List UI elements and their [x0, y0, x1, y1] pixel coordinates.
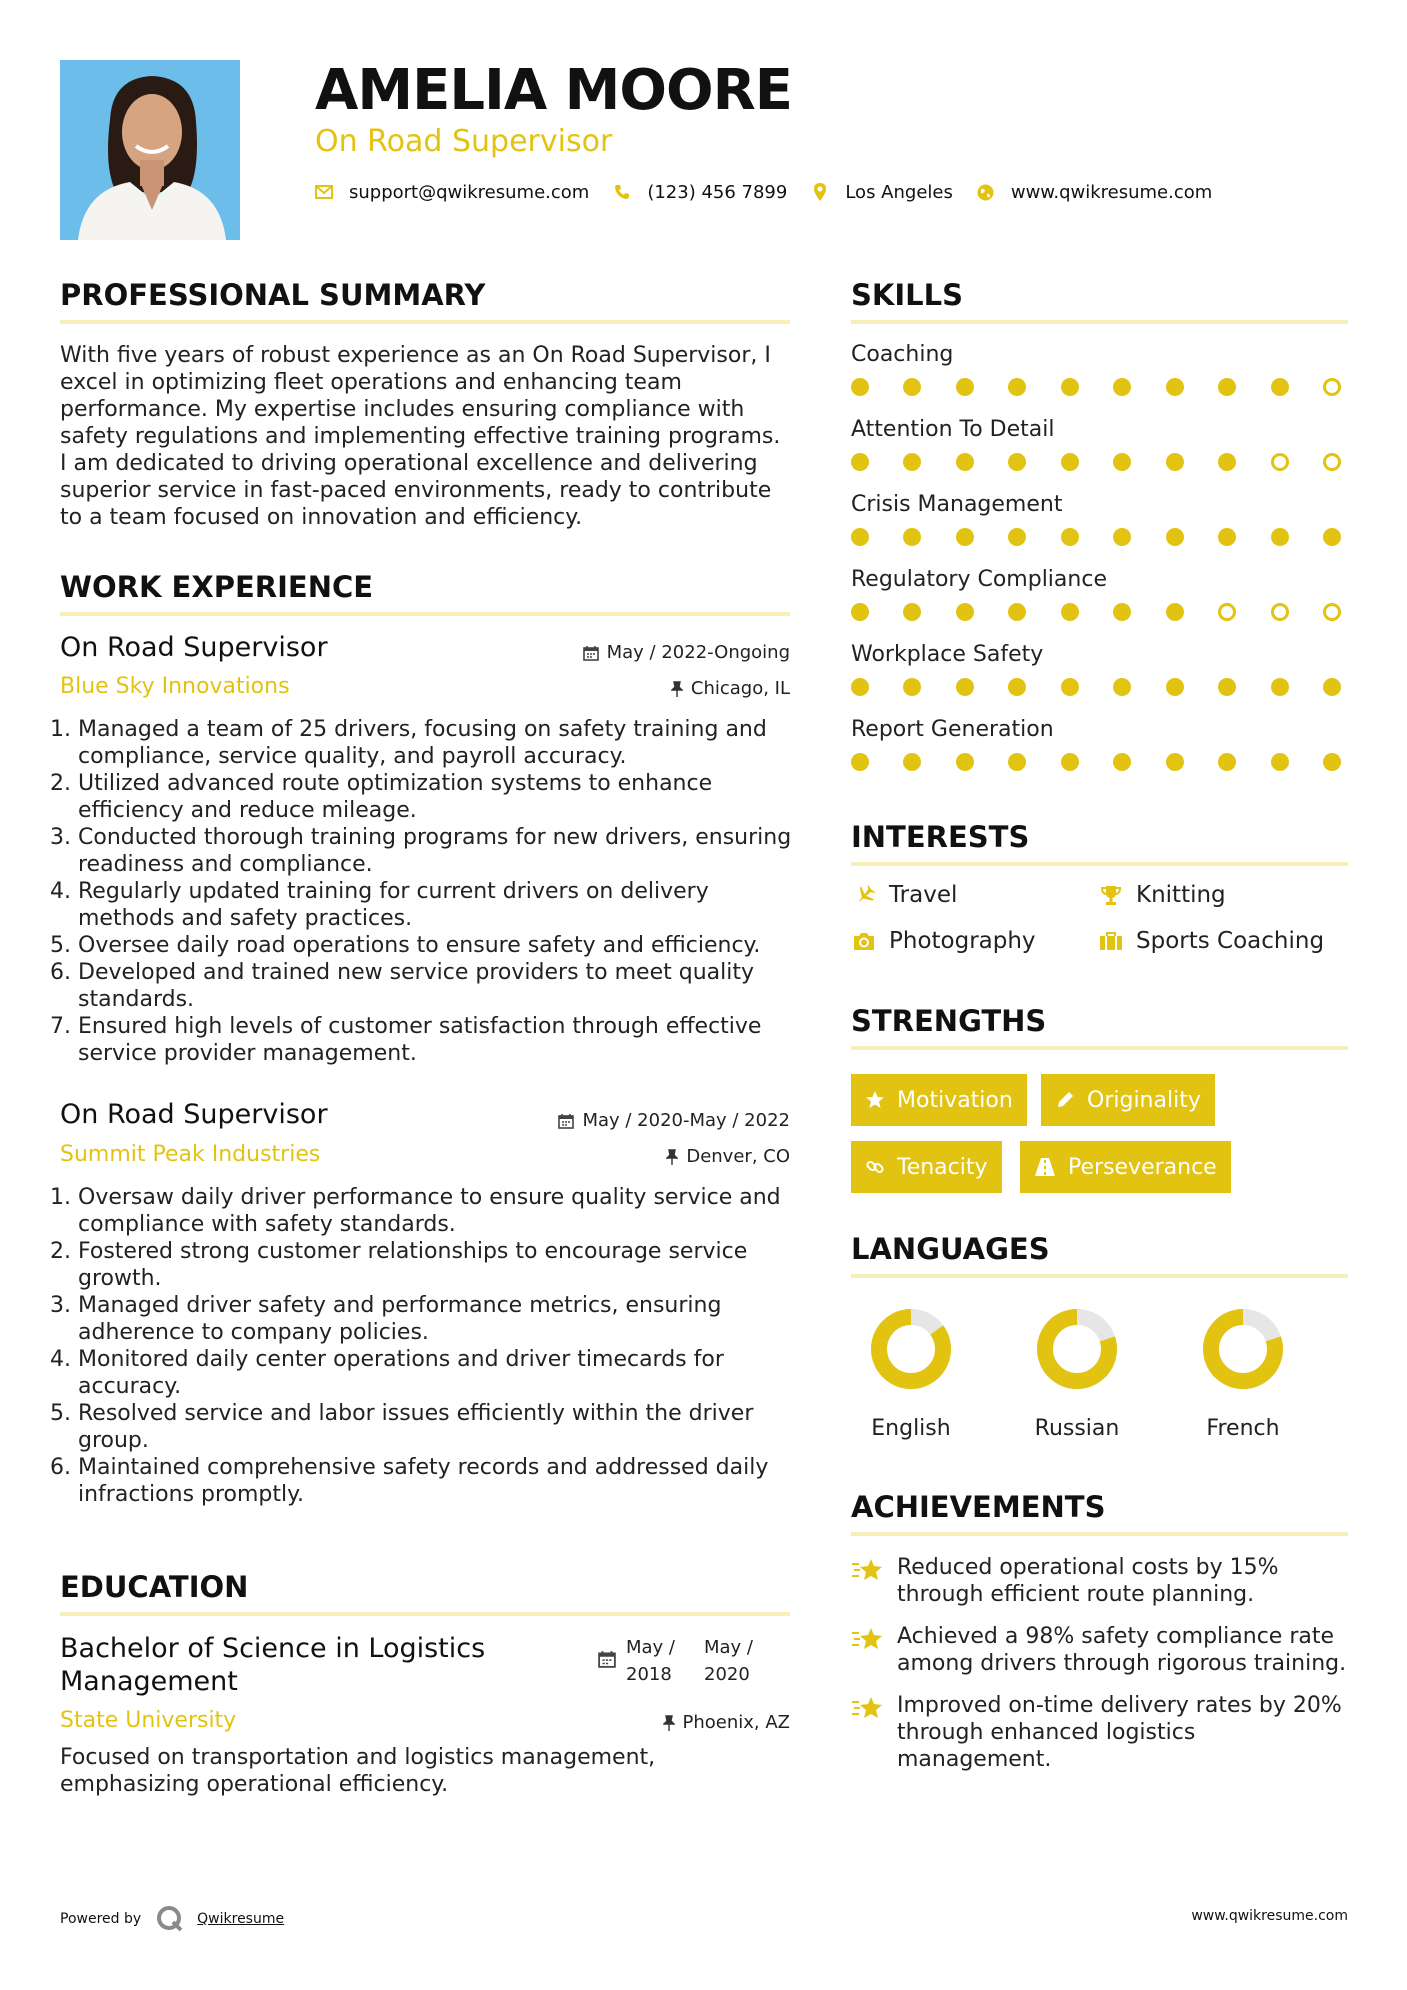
job-dates-text: May / 2022-Ongoing — [606, 642, 790, 663]
contact-email[interactable] — [315, 182, 589, 203]
phone-icon — [613, 183, 631, 201]
languages-list — [856, 1306, 1298, 1441]
section-divider — [60, 612, 790, 616]
rating-dot-filled — [1008, 753, 1026, 771]
job-title: On Road Supervisor — [60, 632, 328, 663]
candidate-name: AMELIA MOORE — [315, 58, 792, 123]
plane-icon — [851, 882, 877, 908]
link-icon — [865, 1157, 885, 1177]
powered-by-text: Powered by — [60, 1911, 142, 1927]
contact-location — [811, 182, 953, 203]
briefcase-icon — [1098, 928, 1124, 954]
job-location-text: Denver, CO — [686, 1146, 790, 1167]
section-divider — [60, 1612, 790, 1616]
rating-dot-filled — [1008, 603, 1026, 621]
education-description: Focused on transportation and logistics management, emphasizing operational efficiency. — [60, 1745, 656, 1797]
language-item — [1022, 1306, 1132, 1441]
school-name: State University — [60, 1708, 237, 1733]
pushpin-icon — [666, 1149, 678, 1165]
section-divider — [851, 1274, 1348, 1278]
rating-dot-filled — [1218, 528, 1236, 546]
skill-row — [851, 492, 1348, 567]
interest-label: Photography — [889, 928, 1036, 954]
footer-url[interactable]: www.qwikresume.com — [1191, 1908, 1348, 1924]
rating-dot-filled — [956, 603, 974, 621]
rating-dot-filled — [1008, 453, 1026, 471]
rating-dot-filled — [851, 378, 869, 396]
location-text: Los Angeles — [845, 181, 953, 203]
profile-photo — [60, 60, 240, 240]
languages-heading: LANGUAGES — [851, 1232, 1050, 1266]
interest-sports-coaching — [1098, 928, 1324, 954]
trophy-icon — [1098, 882, 1124, 908]
list-item: 1. Managed a team of 25 drivers, focusing on safety training and compliance, service quality, and payroll accuracy. — [78, 716, 808, 770]
list-item: 2. Utilized advanced route optimization systems to enhance efficiency and reduce mileage. — [78, 770, 808, 824]
skill-rating — [851, 453, 1341, 471]
experience-heading: WORK EXPERIENCE — [60, 570, 374, 604]
skill-row — [851, 642, 1348, 717]
calendar-icon — [558, 1113, 574, 1129]
candidate-title: On Road Supervisor — [315, 124, 613, 159]
list-item: 1. Oversaw daily driver performance to ensure quality service and compliance with safety standards. — [78, 1184, 808, 1238]
list-item: 2. Fostered strong customer relationships to encourage service growth. — [78, 1238, 808, 1292]
interest-label: Travel — [889, 882, 958, 908]
rating-dot-filled — [1271, 378, 1289, 396]
list-item: 4. Regularly updated training for current drivers on delivery methods and safety practices. — [78, 878, 808, 932]
rating-dot-filled — [1218, 453, 1236, 471]
calendar-icon — [598, 1650, 616, 1672]
interest-photography — [851, 928, 1036, 954]
education-location-text: Phoenix, AZ — [682, 1712, 790, 1733]
rating-dot-empty — [1271, 603, 1289, 621]
language-item — [1188, 1306, 1298, 1441]
achievements-heading: ACHIEVEMENTS — [851, 1490, 1106, 1524]
rating-dot-filled — [1271, 753, 1289, 771]
strength-badge — [851, 1141, 1002, 1193]
pushpin-icon — [663, 1715, 675, 1731]
rating-dot-filled — [956, 678, 974, 696]
job-location — [480, 678, 790, 699]
globe-icon — [977, 183, 995, 201]
rating-dot-filled — [1323, 753, 1341, 771]
interests-heading: INTERESTS — [851, 820, 1030, 854]
strengths-heading: STRENGTHS — [851, 1004, 1047, 1038]
pencil-icon — [1055, 1090, 1075, 1110]
interest-knitting — [1098, 882, 1226, 908]
interest-travel — [851, 882, 957, 908]
skill-row — [851, 717, 1348, 792]
skills-list — [851, 342, 1348, 792]
rating-dot-filled — [903, 528, 921, 546]
rating-dot-filled — [851, 453, 869, 471]
skill-label: Regulatory Compliance — [851, 567, 1107, 592]
rating-dot-filled — [956, 528, 974, 546]
achievement-text: Reduced operational costs by 15% through efficient route planning. — [897, 1555, 1279, 1607]
rating-dot-filled — [1166, 753, 1184, 771]
degree-title: Bachelor of Science in Logistics Management — [60, 1633, 486, 1697]
list-item: 3. Managed driver safety and performance metrics, ensuring adherence to company policies. — [78, 1292, 808, 1346]
rating-dot-filled — [1113, 678, 1131, 696]
job-bullets — [60, 1184, 808, 1508]
skill-label: Report Generation — [851, 717, 1054, 742]
rating-dot-filled — [1166, 678, 1184, 696]
rating-dot-filled — [1166, 528, 1184, 546]
language-proficiency-ring — [868, 1306, 954, 1392]
list-item: 6. Developed and trained new service providers to meet quality standards. — [78, 959, 808, 1013]
rating-dot-filled — [1218, 378, 1236, 396]
shooting-star-icon — [851, 1694, 885, 1724]
strength-label: Tenacity — [897, 1154, 988, 1180]
list-item: 7. Ensured high levels of customer satisfaction through effective service provider management. — [78, 1013, 808, 1067]
skill-rating — [851, 753, 1341, 771]
skill-rating — [851, 528, 1341, 546]
pushpin-icon — [671, 681, 683, 697]
strength-badge — [851, 1074, 1027, 1126]
section-divider — [60, 320, 790, 324]
rating-dot-filled — [1323, 678, 1341, 696]
rating-dot-filled — [1061, 528, 1079, 546]
skill-label: Workplace Safety — [851, 642, 1044, 667]
job-dates-text: May / 2020-May / 2022 — [582, 1110, 790, 1131]
contact-phone[interactable] — [613, 182, 787, 203]
achievement-text: Improved on-time delivery rates by 20% through enhanced logistics management. — [897, 1693, 1342, 1772]
skill-label: Crisis Management — [851, 492, 1063, 517]
section-divider — [851, 862, 1348, 866]
brand-link[interactable]: Qwikresume — [197, 1911, 285, 1927]
language-item — [856, 1306, 966, 1441]
rating-dot-filled — [851, 528, 869, 546]
rating-dot-empty — [1218, 603, 1236, 621]
rating-dot-filled — [1323, 528, 1341, 546]
achievement-text: Achieved a 98% safety compliance rate among drivers through rigorous training. — [897, 1624, 1347, 1676]
shooting-star-icon — [851, 1625, 885, 1655]
rating-dot-filled — [903, 753, 921, 771]
rating-dot-filled — [1061, 378, 1079, 396]
skill-label: Coaching — [851, 342, 954, 367]
rating-dot-empty — [1323, 378, 1341, 396]
section-divider — [851, 1046, 1348, 1050]
rating-dot-filled — [1218, 753, 1236, 771]
rating-dot-filled — [956, 753, 974, 771]
rating-dot-filled — [851, 603, 869, 621]
rating-dot-filled — [1113, 453, 1131, 471]
education-location — [480, 1712, 790, 1733]
section-divider — [851, 320, 1348, 324]
camera-icon — [851, 928, 877, 954]
language-label: English — [871, 1416, 951, 1441]
achievement-item — [851, 1692, 1348, 1773]
strength-label: Motivation — [897, 1087, 1013, 1113]
language-label: French — [1206, 1416, 1280, 1441]
rating-dot-filled — [1061, 678, 1079, 696]
education-end: May / 2020 — [704, 1637, 753, 1685]
skill-row — [851, 342, 1348, 417]
rating-dot-filled — [1113, 603, 1131, 621]
skill-rating — [851, 678, 1341, 696]
rating-dot-filled — [956, 453, 974, 471]
rating-dot-filled — [1166, 603, 1184, 621]
skill-row — [851, 567, 1348, 642]
website-text: www.qwikresume.com — [1010, 181, 1213, 203]
calendar-icon — [583, 645, 599, 661]
rating-dot-filled — [903, 678, 921, 696]
rating-dot-empty — [1271, 453, 1289, 471]
list-item: 4. Monitored daily center operations and driver timecards for accuracy. — [78, 1346, 808, 1400]
job-title: On Road Supervisor — [60, 1099, 328, 1130]
strength-badge — [1020, 1141, 1231, 1193]
rating-dot-filled — [851, 678, 869, 696]
company-name: Blue Sky Innovations — [60, 674, 290, 699]
interest-label: Knitting — [1136, 882, 1226, 908]
achievement-item — [851, 1623, 1348, 1677]
shooting-star-icon — [851, 1556, 885, 1586]
list-item: 5. Resolved service and labor issues efficiently within the driver group. — [78, 1400, 808, 1454]
rating-dot-filled — [1113, 753, 1131, 771]
road-icon — [1034, 1157, 1056, 1177]
star-icon — [865, 1090, 885, 1110]
footer-powered-by — [60, 1904, 284, 1934]
summary-text: With five years of robust experience as an On Road Supervisor, I excel in optimizing fleet operations and enhancing team performance. My expertise includes ensuring compliance with safety regulations and implementing effective training programs. I am dedicated to driving operational excellence and delivering superior service in fast-paced environments, ready to contribute to a team focused on innovation and efficiency. — [60, 343, 781, 530]
interest-label: Sports Coaching — [1136, 928, 1325, 954]
rating-dot-filled — [903, 603, 921, 621]
rating-dot-filled — [1271, 678, 1289, 696]
contact-row — [315, 180, 1236, 204]
skill-rating — [851, 603, 1341, 621]
rating-dot-empty — [1323, 603, 1341, 621]
rating-dot-filled — [1218, 678, 1236, 696]
skill-label: Attention To Detail — [851, 417, 1055, 442]
rating-dot-filled — [1113, 378, 1131, 396]
skill-rating — [851, 378, 1341, 396]
company-name: Summit Peak Industries — [60, 1142, 321, 1167]
rating-dot-filled — [1271, 528, 1289, 546]
strength-label: Originality — [1087, 1087, 1201, 1113]
rating-dot-filled — [1008, 528, 1026, 546]
section-divider — [851, 1532, 1348, 1536]
rating-dot-filled — [1008, 678, 1026, 696]
summary-heading: PROFESSIONAL SUMMARY — [60, 278, 486, 312]
qwikresume-logo-icon — [155, 1904, 185, 1934]
language-proficiency-ring — [1034, 1306, 1120, 1392]
rating-dot-filled — [903, 378, 921, 396]
job-dates — [480, 642, 790, 663]
skill-row — [851, 417, 1348, 492]
list-item: 3. Conducted thorough training programs for new drivers, ensuring readiness and compliance. — [78, 824, 808, 878]
envelope-icon — [315, 183, 333, 201]
job-location — [480, 1146, 790, 1167]
rating-dot-filled — [1061, 753, 1079, 771]
achievement-item — [851, 1554, 1348, 1608]
rating-dot-filled — [1166, 378, 1184, 396]
rating-dot-filled — [1008, 378, 1026, 396]
rating-dot-filled — [851, 753, 869, 771]
job-location-text: Chicago, IL — [690, 678, 790, 699]
rating-dot-empty — [1323, 453, 1341, 471]
language-proficiency-ring — [1200, 1306, 1286, 1392]
rating-dot-filled — [1113, 528, 1131, 546]
rating-dot-filled — [956, 378, 974, 396]
email-text: support@qwikresume.com — [349, 181, 590, 203]
list-item: 6. Maintained comprehensive safety records and addressed daily infractions promptly. — [78, 1454, 808, 1508]
strength-label: Perseverance — [1068, 1154, 1217, 1180]
education-start: May / 2018 — [626, 1637, 675, 1685]
rating-dot-filled — [1061, 603, 1079, 621]
contact-website[interactable] — [977, 182, 1212, 203]
rating-dot-filled — [1166, 453, 1184, 471]
map-pin-icon — [811, 183, 829, 201]
language-label: Russian — [1034, 1416, 1120, 1441]
phone-text: (123) 456 7899 — [647, 181, 788, 203]
rating-dot-filled — [903, 453, 921, 471]
strength-badge — [1041, 1074, 1215, 1126]
list-item: 5. Oversee daily road operations to ensure safety and efficiency. — [78, 932, 808, 959]
skills-heading: SKILLS — [851, 278, 963, 312]
job-bullets — [60, 716, 808, 1067]
achievements-list — [851, 1554, 1348, 1773]
education-heading: EDUCATION — [60, 1570, 249, 1604]
rating-dot-filled — [1061, 453, 1079, 471]
job-dates — [480, 1110, 790, 1131]
